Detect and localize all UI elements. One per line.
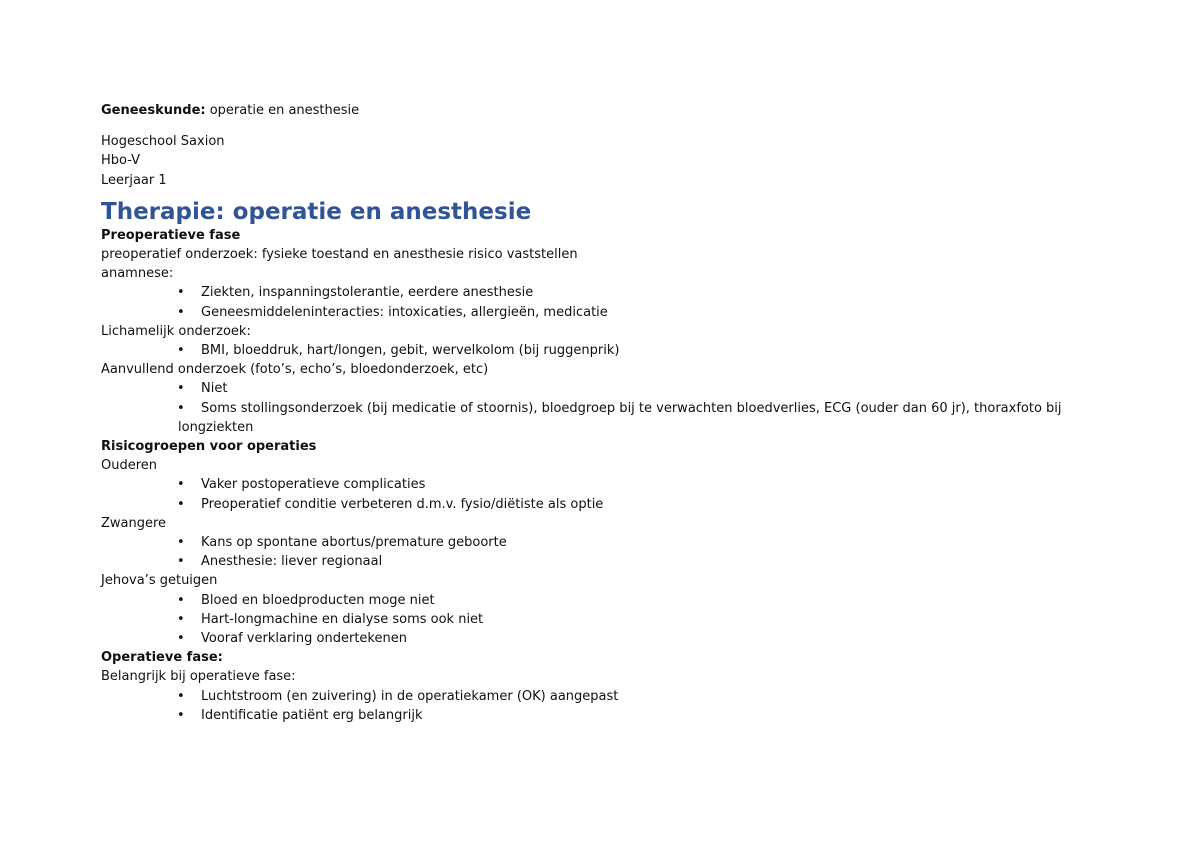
bullet-icon: •	[177, 688, 185, 704]
bullet-icon: •	[177, 381, 185, 397]
list-item: • Vaker postoperatieve complicaties	[101, 475, 1081, 494]
page-title: Therapie: operatie en anesthesie	[101, 198, 532, 225]
bullet-icon: •	[177, 554, 185, 570]
ouderen-list	[101, 475, 1081, 513]
bullet-icon: •	[177, 400, 185, 416]
jehova-list	[101, 591, 1081, 649]
list-item: • Soms stollingsonderzoek (bij medicatie of stoornis), bloedgroep bij te verwachten bloedverlies, ECG (ouder dan 60 jr), thoraxfoto bij longziekten	[101, 399, 1081, 437]
subject-label: Geneeskunde:	[101, 103, 206, 118]
preop-heading: Preoperatieve fase	[101, 227, 241, 243]
school-name: Hogeschool Saxion	[101, 134, 225, 150]
bullet-icon: •	[177, 285, 185, 301]
op-list	[101, 687, 1081, 725]
bullet-icon: •	[177, 631, 185, 647]
jehova-label: Jehova’s getuigen	[101, 573, 218, 589]
list-item-continuation: longziekten	[178, 419, 254, 435]
risk-heading: Risicogroepen voor operaties	[101, 439, 317, 455]
list-item: • Niet	[101, 379, 1081, 398]
list-item: • Kans op spontane abortus/premature geboorte	[101, 533, 1081, 552]
anamnese-label: anamnese:	[101, 266, 174, 282]
preop-intro: preoperatief onderzoek: fysieke toestand en anesthesie risico vaststellen	[101, 247, 578, 263]
bullet-icon: •	[177, 611, 185, 627]
program-name: Hbo-V	[101, 153, 141, 169]
list-item: • Identificatie patiënt erg belangrijk	[101, 706, 1081, 725]
op-heading: Operatieve fase:	[101, 650, 223, 666]
list-item: • Ziekten, inspanningstolerantie, eerdere anesthesie	[101, 283, 1081, 302]
document-page	[101, 101, 1081, 725]
list-item: • Anesthesie: liever regionaal	[101, 552, 1081, 571]
bullet-icon: •	[177, 304, 185, 320]
list-item: • Geneesmiddeleninteracties: intoxicaties, allergieën, medicatie	[101, 303, 1081, 322]
list-item: • BMI, bloeddruk, hart/longen, gebit, wervelkolom (bij ruggenprik)	[101, 341, 1081, 360]
anamnese-list	[101, 283, 1081, 321]
lichamelijk-label: Lichamelijk onderzoek:	[101, 323, 251, 339]
op-intro: Belangrijk bij operatieve fase:	[101, 669, 296, 685]
bullet-icon: •	[177, 477, 185, 493]
subject-text: operatie en anesthesie	[205, 103, 360, 118]
list-item: • Vooraf verklaring ondertekenen	[101, 629, 1081, 648]
list-item: • Luchtstroom (en zuivering) in de operatiekamer (OK) aangepast	[101, 687, 1081, 706]
zwangere-list	[101, 533, 1081, 571]
ouderen-label: Ouderen	[101, 458, 158, 474]
subject-line	[101, 101, 1081, 120]
bullet-icon: •	[177, 343, 185, 359]
lichamelijk-list	[101, 341, 1081, 360]
bullet-icon: •	[177, 535, 185, 551]
zwangere-label: Zwangere	[101, 515, 167, 531]
bullet-icon: •	[177, 707, 185, 723]
list-item: • Preoperatief conditie verbeteren d.m.v. fysio/diëtiste als optie	[101, 495, 1081, 514]
list-item: • Hart-longmachine en dialyse soms ook niet	[101, 610, 1081, 629]
bullet-icon: •	[177, 496, 185, 512]
aanvullend-label: Aanvullend onderzoek (foto’s, echo’s, bloedonderzoek, etc)	[101, 362, 489, 378]
list-item: • Bloed en bloedproducten moge niet	[101, 591, 1081, 610]
aanvullend-list	[101, 379, 1081, 437]
bullet-icon: •	[177, 592, 185, 608]
study-year: Leerjaar 1	[101, 172, 167, 188]
